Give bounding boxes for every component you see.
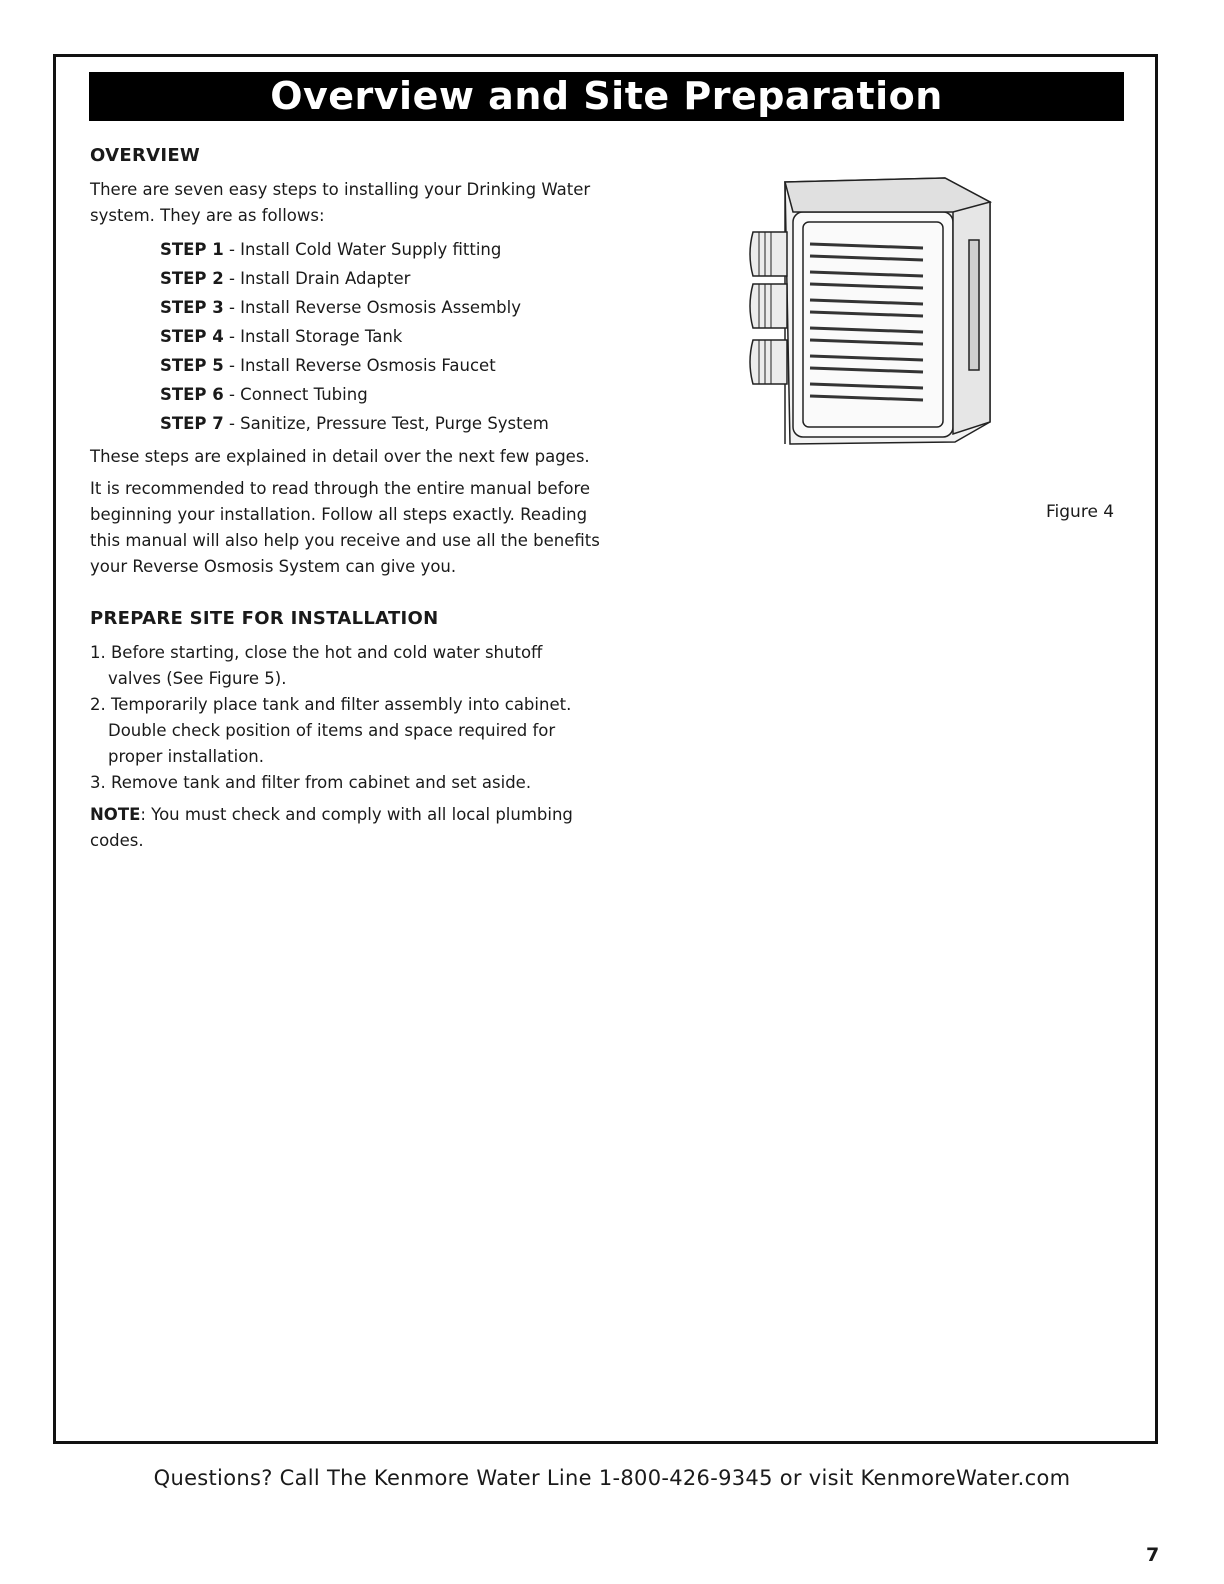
step-label: STEP 3 [160, 298, 224, 317]
prepare-list [90, 640, 600, 796]
step-text: - Install Reverse Osmosis Faucet [223, 356, 496, 375]
overview-heading: OVERVIEW [90, 145, 201, 166]
step-item [160, 293, 600, 322]
step-item [160, 351, 600, 380]
prepare-heading: PREPARE SITE FOR INSTALLATION [90, 608, 439, 629]
step-item [160, 380, 600, 409]
page-title: Overview and Site Preparation [89, 72, 1124, 121]
overview-para-2: It is recommended to read through the entire manual before beginning your installation. Follow all steps exactly. Reading this manual will also help you receive and use all the benefits your Reverse Osmosis System can give you. [90, 479, 600, 576]
main-column [90, 143, 600, 860]
step-label: STEP 5 [160, 356, 224, 375]
step-item [160, 235, 600, 264]
steps-list [160, 235, 600, 438]
step-label: STEP 7 [160, 414, 224, 433]
step-label: STEP 4 [160, 327, 224, 346]
overview-intro: There are seven easy steps to installing your Drinking Water system. They are as follows: [90, 180, 591, 225]
step-text: - Connect Tubing [223, 385, 368, 404]
list-item: 1. Before starting, close the hot and cold water shutoff valves (See Figure 5). [90, 643, 543, 688]
overview-para-1: These steps are explained in detail over the next few pages. [90, 447, 590, 466]
step-text: - Install Drain Adapter [223, 269, 411, 288]
list-item: 3. Remove tank and filter from cabinet and set aside. [90, 773, 532, 792]
step-text: - Install Reverse Osmosis Assembly [223, 298, 521, 317]
figure-caption: Figure 4 [1046, 502, 1115, 522]
ro-filter-assembly-illustration [745, 172, 995, 452]
prepare-section [90, 606, 600, 854]
note-label: NOTE [90, 805, 141, 824]
footer-help-line: Questions? Call The Kenmore Water Line 1-800-426-9345 or visit KenmoreWater.com [153, 1466, 1071, 1490]
page-number: 7 [1146, 1544, 1160, 1566]
step-text: - Install Cold Water Supply fitting [223, 240, 502, 259]
step-item [160, 264, 600, 293]
note [90, 802, 600, 854]
step-label: STEP 6 [160, 385, 224, 404]
note-text: : You must check and comply with all local plumbing codes. [90, 805, 573, 850]
step-text: - Sanitize, Pressure Test, Purge System [223, 414, 549, 433]
step-text: - Install Storage Tank [223, 327, 403, 346]
step-label: STEP 1 [160, 240, 224, 259]
list-item: 2. Temporarily place tank and filter assembly into cabinet. Double check position of items and space required for proper installation. [90, 695, 572, 766]
step-item [160, 322, 600, 351]
step-item [160, 409, 600, 438]
step-label: STEP 2 [160, 269, 224, 288]
